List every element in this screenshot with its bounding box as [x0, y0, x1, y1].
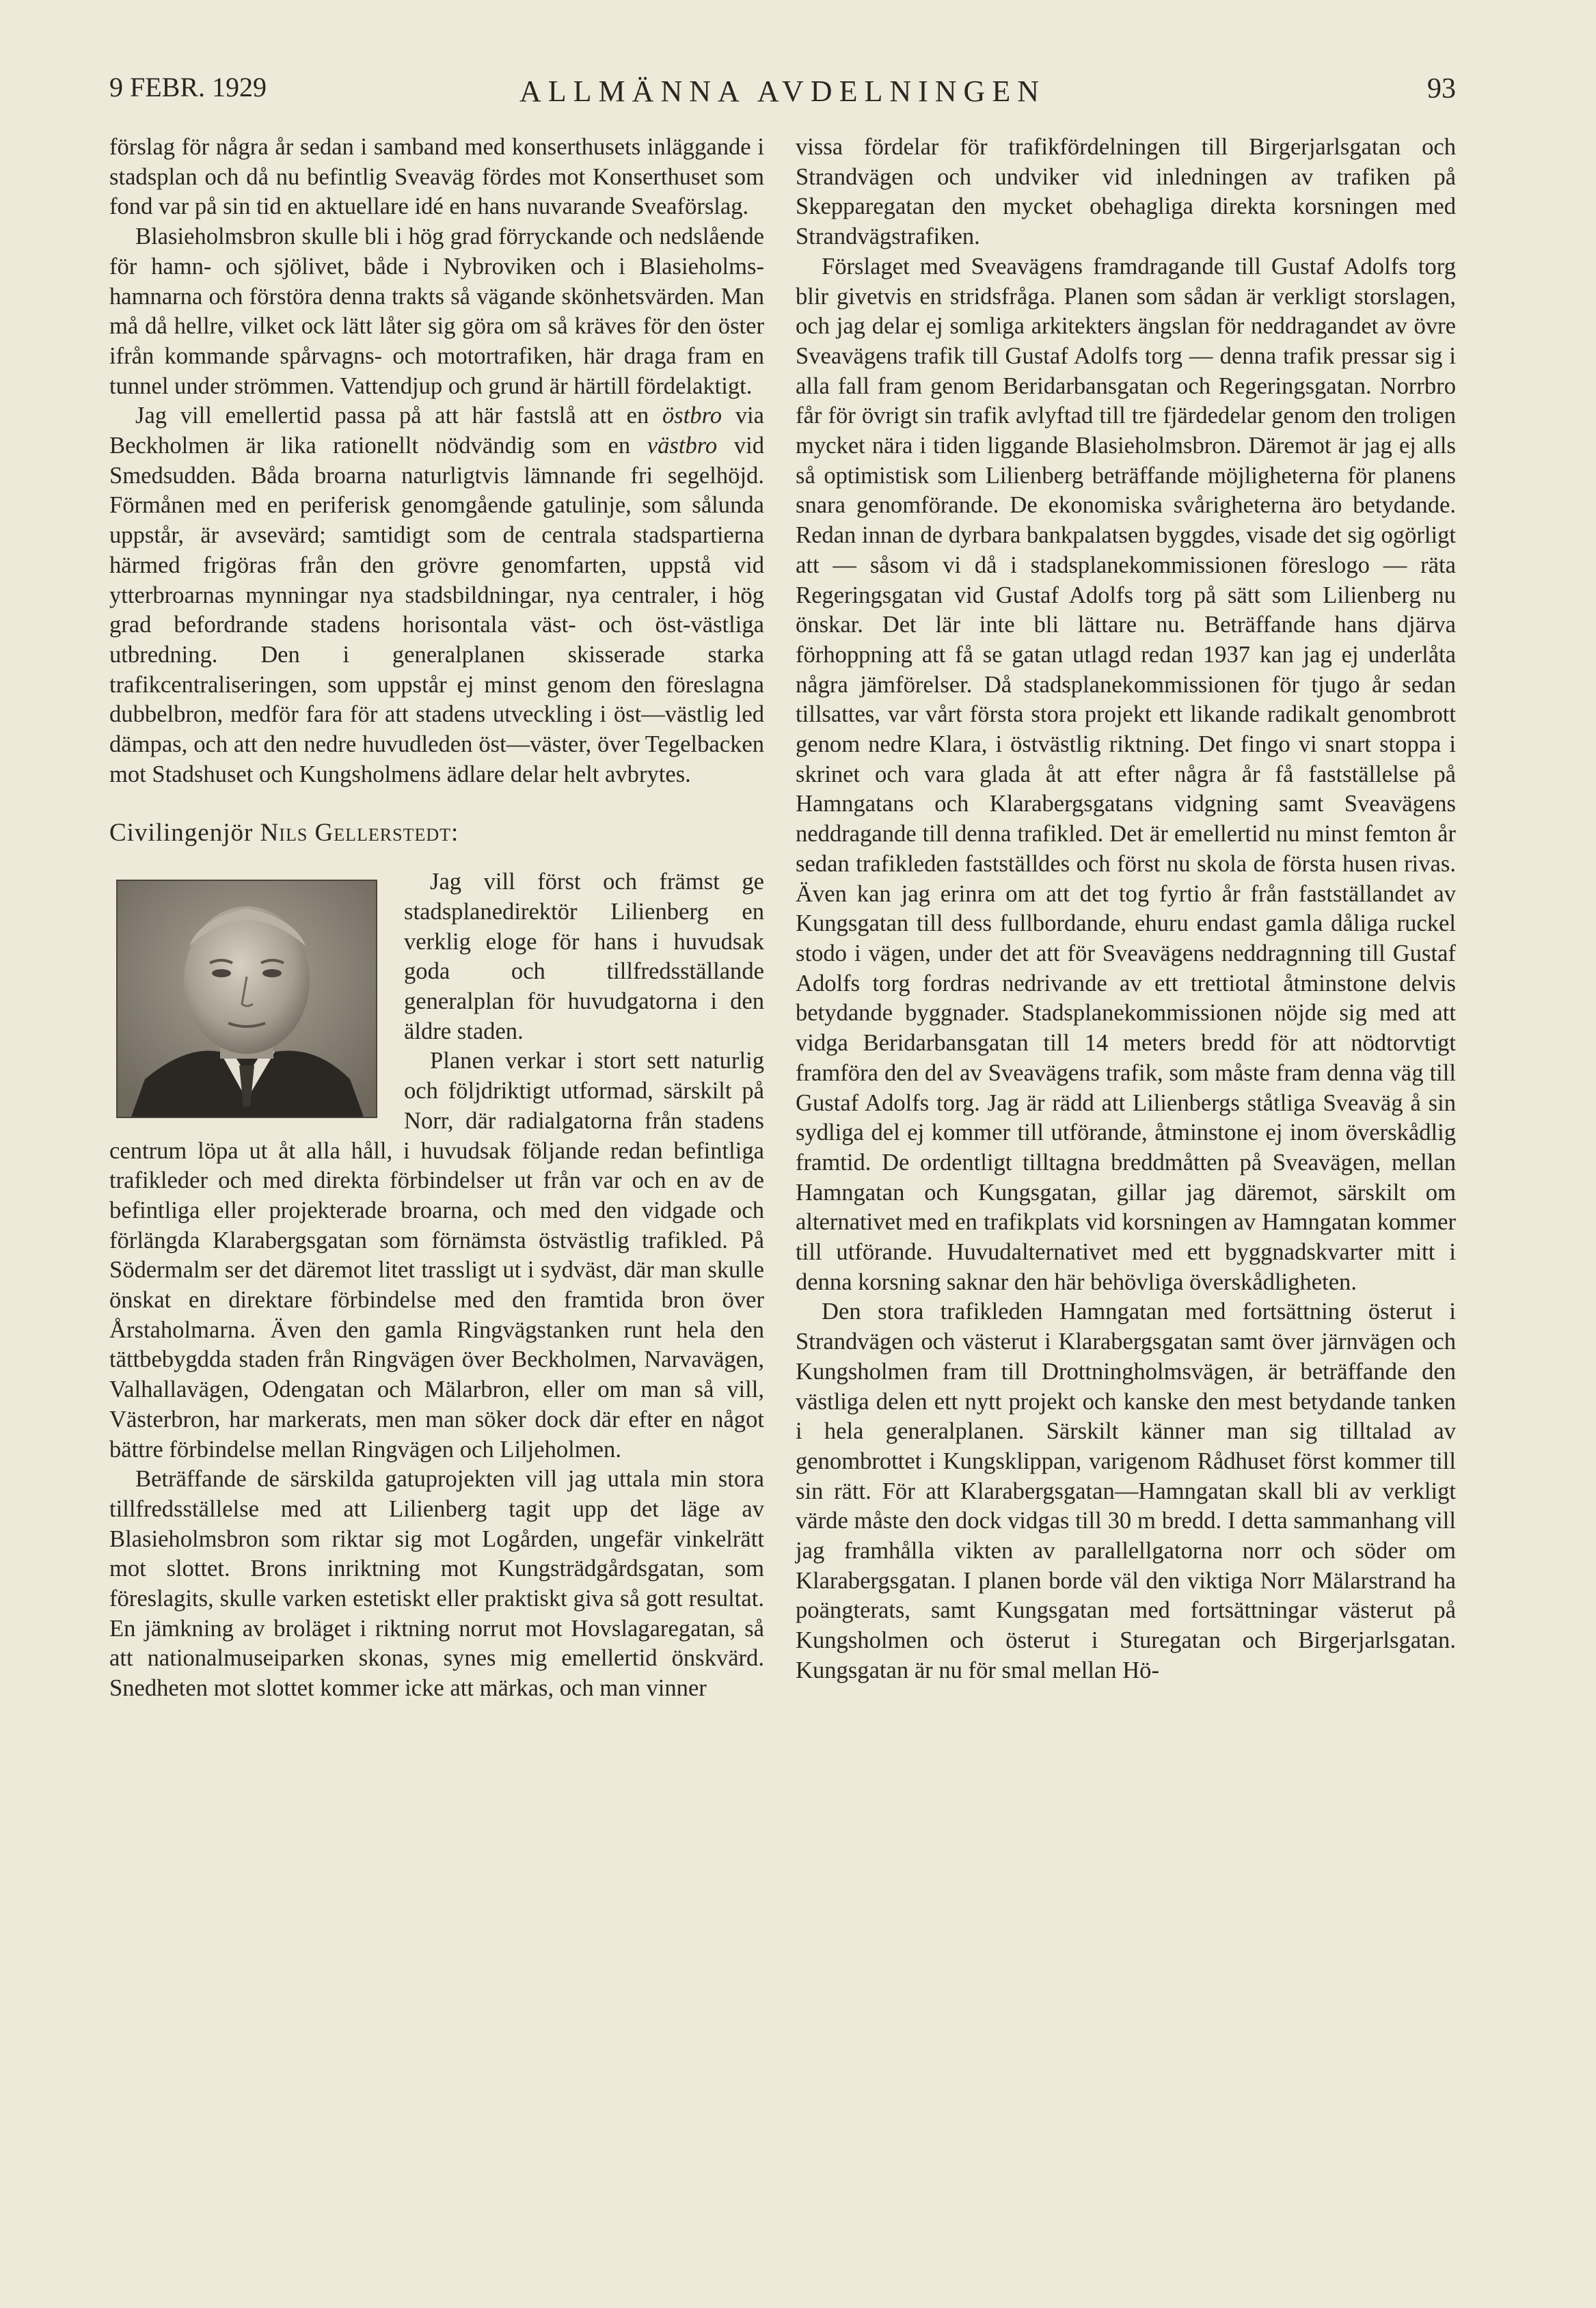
speaker-name: Nils Gellerstedt: [260, 819, 452, 847]
page-number: 93: [1427, 73, 1456, 105]
paragraph: Planen verkar i stort sett naturlig och följdriktigt utformad, särskilt på Norr, där radialgatorna från stadens centrum löpa ut åt alla håll, i huvudsak följande redan befintliga trafikleder och med direkta förbindelser ut från var och en av de befintliga eller projekterade broarna, och med den vidgade och förlängda Klarabergsgatan som förnämsta östvästlig trafikled. På Södermalm ser det däremot litet trassligt ut i sydväst, där man skulle önskat en direktare förbindelse med den framtida bron över Årstaholmarna. Även den gamla Ringvägstanken runt hela den tättbebygdda staden från Ringvägen över Beckholmen, Narvavägen, Valhallavägen, Odengatan och Mälarbron, eller om man så vill, Västerbron, har markerats, men man söker dock där efter en något bättre förbindelse mellan Ringvägen och Liljeholmen.: [109, 1048, 764, 1463]
paragraph: Blasieholmsbron skulle bli i hög grad förryckande och nedslående för hamn- och sjölivet, både i Nybroviken och i Blasieholms-hamnarna och förstöra denna trakts så vägande skönhetsvärden. Man må då hellre, vilket ock lätt låter sig göra om så kräves för den öster ifrån kommande spårvagns- och motortrafiken, här draga fram en tunnel under strömmen. Vattendjup och grund är härtill fördelaktigt.: [109, 223, 764, 399]
paragraph: Förslaget med Sveavägens framdragande till Gustaf Adolfs torg blir givetvis en stridsfråga. Planen som sådan är verkligt storslagen, och jag delar ej somliga arkitekters ängslan för neddragandet av övre Sveavägens trafik till Gustaf Adolfs torg — denna trafik pressar sig i alla fall fram genom Beridarbansgatan och Regeringsgatan. Norrbro får för övrigt sin trafik avlyftad till tre fjärdedelar genom den troligen mycket nära i tiden liggande Blasieholmsbron. Däremot är jag ej alls så optimistisk som Lilienberg beträffande möjligheterna för planens snara genomförande. De ekonomiska svårigheterna äro betydande. Redan innan de dyrbara bankpalatsen byggdes, visade det sig ogörligt att — såsom vi då i stadsplanekommissionen föreslogo — räta Regeringsgatan vid Gustaf Adolfs torg på sätt som Lilienberg nu önskar. Det lär inte bli lättare nu. Beträffande hans djärva förhoppning att få se gatan utlagd redan 1937 kan jag ej underlåta några jämförelser. Då stadsplanekommissionen för tjugo år sedan tillsattes, var vårt första stora projekt ett likande radikalt genombrott genom nedre Klara, i östvästlig riktning. Det fingo vi snart stoppa i skrinet och vara glada åt att efter några år få fastställelse på Hamngatans och Klarabergsgatans vidgning samt Sveavägens neddragande till denna trafikled. Det är emellertid nu minst femton år sedan trafikleden fastställdes och först nu skola de första husen rivas. Även kan jag erinra om att det tog fyrtio år från fastställandet av Kungsgatan till dess fullbordande, ehuru endast gamla dåliga ruckel stodo i vägen, under det att för Sveavägens neddragnning till Gustaf Adolfs torg fordras nedrivande av ett trettiotal åtminstone delvis betydande byggnader. Stadsplanekommissionen nöjde sig med att vidga Beridarbansgatan till 14 meters bredd för att nödtorvtigt framföra den del av Sveavägens trafik, som måste fram denna väg till Gustaf Adolfs torg. Jag är rädd att Lilienbergs ståtliga Sveaväg å sin sydliga del ej kommer till utförande, åtminstone ej inom överskådlig framtid. De ordentligt tilltagna breddmåtten på Sveavägen, mellan Hamngatan och Kungsgatan, gillar jag däremot, särskilt om alternativet med en trafikplats vid korsningen av Hamngatan kommer till utförande. Huvudalternativet med ett byggnadskvarter mitt i denna korsning saknar den här behövliga överskådligheten.: [796, 253, 1457, 1295]
portrait-drawing: [118, 881, 376, 1117]
right-column: [796, 133, 1456, 1686]
portrait-container: [109, 873, 386, 1129]
paragraph: vissa fördelar för trafikfördelningen till Birgerjarlsgatan och Strandvägen och undviker vid inledningen av trafiken på Skepparegatan den mycket obehagliga direkta korsningen med Strandvägstrafiken.: [796, 134, 1456, 250]
paragraph: Beträffande de särskilda gatuprojekten vill jag uttala min stora tillfredsställelse med att Lilienberg tagit upp det läge av Blasieholmsbron som riktar sig mot Logården, ungefär vinkelrätt mot slottet. Brons inriktning mot Kungsträdgårdsgatan, som föreslagits, skulle varken estetiskt eller praktiskt giva så gott resultat. En jämkning av broläget i riktning norrut mot Hovslagaregatan, så att nationalmuseiparken skonas, synes mig emellertid önskvärd. Snedheten mot slottet kommer icke att märkas, och man vinner: [109, 1466, 764, 1702]
portrait-photo: [116, 880, 377, 1118]
left-column: [109, 133, 764, 1704]
text-run: vid Smedsudden. Båda broarna naturligtvis lämnande fri segelhöjd. Förmånen med en periferisk genomgående gatulinje, som sålunda uppstår, är avsevärd; samtidigt som de centrala stadspartierna härmed frigöras från den grövre genomfarten, uppstå vid ytterbroarnas mynningar nya stadsbildningar, nya centraler, i hög grad befordrande stadens horisontala väst- och öst-västliga utbredning. Den i generalplanen skisserade starka trafikcentraliseringen, som uppstår ej minst genom den föreslagna dubbelbron, medför fara för att stadens utveckling i öst—västlig led dämpas, och att den nedre huvudleden öst—väster, över Tegelbacken mot Stadshuset och Kungsholmens ädlare delar helt avbrytes.: [109, 433, 764, 787]
text-run: via Beckholmen är lika rationellt nödvändig som en: [109, 403, 764, 459]
paragraph: Jag vill först och främst ge stadsplanedirektör Lilienberg en verklig eloge för hans i huvudsak goda och tillfredsställande generalplan för huvudgatorna i den äldre staden.: [404, 869, 764, 1044]
paragraph: förslag för några år sedan i samband med konserthusets inläggande i stadsplan och då nu befintlig Sveaväg fördes mot Konserthuset som fond var på sin tid en aktuellare idé en hans nuvarande Sveaförslag.: [109, 134, 764, 220]
paragraph-ostbro: [109, 401, 764, 789]
speaker-title: Civilingenjör: [109, 819, 260, 847]
paragraph: Den stora trafikleden Hamngatan med fortsättning österut i Strandvägen och västerut i Klarabergsgatan samt över järnvägen och Kungsholmen fram till Drottningholmsvägen, är beträffande den västliga delen ett nytt projekt och kanske den mest betydande tanken i hela generalplanen. Särskilt känner man sig tilltalad av genombrottet i Kungsklippan, varigenom Rådhuset först kommer till sin rätt. För att Klarabergsgatan—Hamngatan skall bli av verkligt värde måste den dock vidgas till 30 m bredd. I detta sammanhang vill jag framhålla vikten av parallellgatorna norr och söder om Klarabergsgatan. I planen borde väl den viktiga Norr Mälarstrand ha poängterats, samt Kungsgatan med fortsättningar västerut på Kungsholmen och österut i Sturegatan och Birgerjarlsgatan. Kungsgatan är nu för smal mellan Hö-: [796, 1299, 1456, 1683]
speaker-heading: [109, 818, 764, 848]
speaker-colon: :: [451, 819, 459, 847]
italic-term: västbro: [647, 433, 718, 459]
header-date: 9 FEBR. 1929: [109, 72, 267, 103]
header-section-title: ALLMÄNNA AVDELNINGEN: [519, 74, 1046, 108]
page-header: [109, 66, 1456, 120]
text-run: Jag vill emellertid passa på att här fastslå att en: [135, 403, 662, 429]
italic-term: östbro: [662, 403, 722, 429]
